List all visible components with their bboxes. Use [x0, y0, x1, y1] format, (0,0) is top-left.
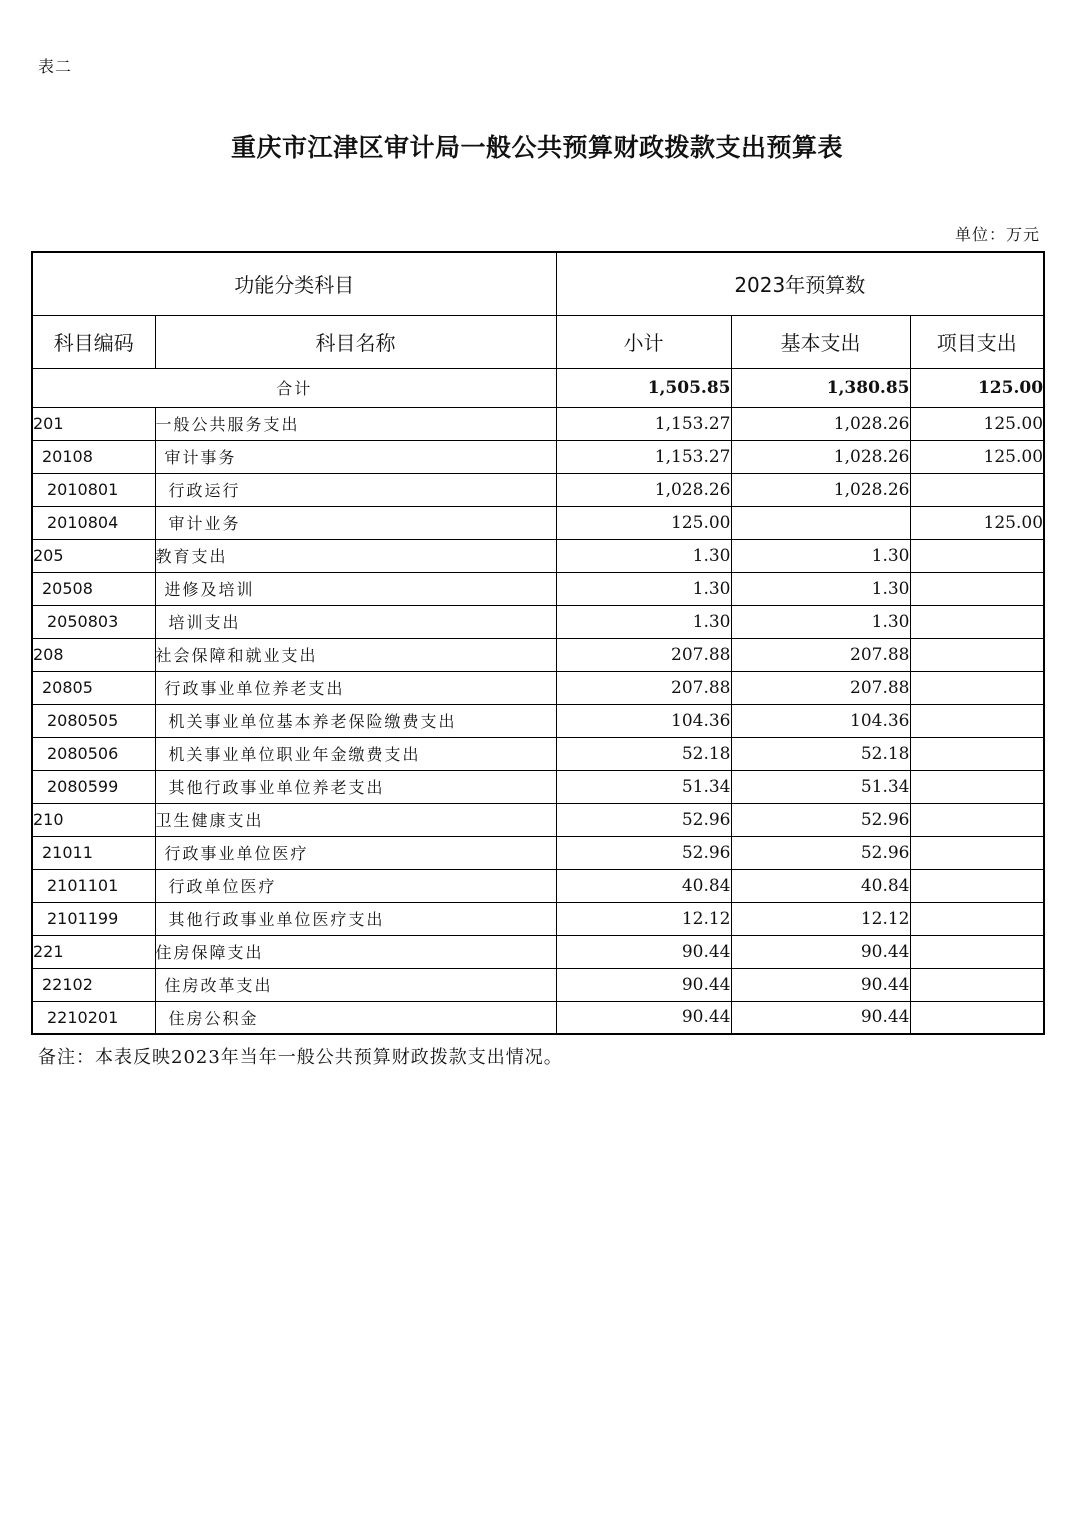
row-basic: 1.30 — [731, 572, 910, 605]
table-row — [32, 407, 1044, 440]
row-code: 2080599 — [32, 770, 155, 803]
row-name: 审计事务 — [155, 440, 556, 473]
row-basic: 40.84 — [731, 869, 910, 902]
row-name: 行政单位医疗 — [155, 869, 556, 902]
total-row — [32, 368, 1044, 407]
row-subtotal: 40.84 — [556, 869, 731, 902]
row-project: 125.00 — [910, 440, 1044, 473]
table-number-label: 表二 — [38, 57, 73, 76]
row-code: 208 — [32, 638, 155, 671]
row-subtotal: 1.30 — [556, 605, 731, 638]
row-name: 培训支出 — [155, 605, 556, 638]
group-header-row — [32, 252, 1044, 315]
code-column-header: 科目编码 — [32, 315, 155, 368]
table-row — [32, 737, 1044, 770]
row-code: 2101199 — [32, 902, 155, 935]
row-project — [910, 704, 1044, 737]
table-row — [32, 869, 1044, 902]
row-code: 2101101 — [32, 869, 155, 902]
row-subtotal: 90.44 — [556, 935, 731, 968]
row-code: 20508 — [32, 572, 155, 605]
table-row — [32, 539, 1044, 572]
table-row — [32, 671, 1044, 704]
project-column-header: 项目支出 — [910, 315, 1044, 368]
row-subtotal: 1,153.27 — [556, 407, 731, 440]
row-basic: 52.18 — [731, 737, 910, 770]
row-project — [910, 572, 1044, 605]
row-subtotal: 207.88 — [556, 671, 731, 704]
table-row — [32, 440, 1044, 473]
row-basic: 207.88 — [731, 638, 910, 671]
table-row — [32, 836, 1044, 869]
row-subtotal: 51.34 — [556, 770, 731, 803]
row-project — [910, 638, 1044, 671]
row-project — [910, 902, 1044, 935]
row-project: 125.00 — [910, 407, 1044, 440]
row-name: 其他行政事业单位医疗支出 — [155, 902, 556, 935]
total-subtotal: 1,505.85 — [556, 368, 731, 407]
row-basic: 90.44 — [731, 1001, 910, 1034]
row-basic: 1,028.26 — [731, 473, 910, 506]
row-name: 住房公积金 — [155, 1001, 556, 1034]
table-row — [32, 506, 1044, 539]
name-column-header: 科目名称 — [155, 315, 556, 368]
row-basic: 52.96 — [731, 803, 910, 836]
row-basic: 1.30 — [731, 605, 910, 638]
row-project — [910, 869, 1044, 902]
table-row — [32, 770, 1044, 803]
row-name: 教育支出 — [155, 539, 556, 572]
row-project — [910, 836, 1044, 869]
row-project — [910, 770, 1044, 803]
row-basic: 1.30 — [731, 539, 910, 572]
table-row — [32, 902, 1044, 935]
row-basic: 12.12 — [731, 902, 910, 935]
row-subtotal: 52.96 — [556, 803, 731, 836]
row-basic: 1,028.26 — [731, 440, 910, 473]
row-basic: 207.88 — [731, 671, 910, 704]
row-subtotal: 1,153.27 — [556, 440, 731, 473]
total-basic: 1,380.85 — [731, 368, 910, 407]
row-subtotal: 90.44 — [556, 1001, 731, 1034]
table-row — [32, 1001, 1044, 1034]
table-row — [32, 572, 1044, 605]
footnote: 备注：本表反映2023年当年一般公共预算财政拨款支出情况。 — [38, 1047, 563, 1068]
row-subtotal: 1.30 — [556, 539, 731, 572]
row-basic — [731, 506, 910, 539]
row-code: 20805 — [32, 671, 155, 704]
row-project — [910, 1001, 1044, 1034]
table-row — [32, 704, 1044, 737]
row-name: 住房改革支出 — [155, 968, 556, 1001]
page-title: 重庆市江津区审计局一般公共预算财政拨款支出预算表 — [230, 133, 843, 162]
row-subtotal: 104.36 — [556, 704, 731, 737]
row-subtotal: 1.30 — [556, 572, 731, 605]
table-row — [32, 605, 1044, 638]
row-subtotal: 1,028.26 — [556, 473, 731, 506]
budget-table — [31, 251, 1045, 1035]
row-code: 205 — [32, 539, 155, 572]
row-basic: 51.34 — [731, 770, 910, 803]
row-name: 一般公共服务支出 — [155, 407, 556, 440]
row-project — [910, 737, 1044, 770]
row-name: 机关事业单位职业年金缴费支出 — [155, 737, 556, 770]
row-code: 20108 — [32, 440, 155, 473]
total-label: 合计 — [32, 368, 556, 407]
table-row — [32, 968, 1044, 1001]
row-basic: 104.36 — [731, 704, 910, 737]
row-code: 2050803 — [32, 605, 155, 638]
row-project — [910, 935, 1044, 968]
table-row — [32, 473, 1044, 506]
table-row — [32, 803, 1044, 836]
row-name: 社会保障和就业支出 — [155, 638, 556, 671]
row-name: 机关事业单位基本养老保险缴费支出 — [155, 704, 556, 737]
row-project — [910, 968, 1044, 1001]
row-code: 201 — [32, 407, 155, 440]
row-code: 2080505 — [32, 704, 155, 737]
table-row — [32, 638, 1044, 671]
basic-column-header: 基本支出 — [731, 315, 910, 368]
row-subtotal: 207.88 — [556, 638, 731, 671]
row-code: 221 — [32, 935, 155, 968]
row-basic: 1,028.26 — [731, 407, 910, 440]
row-name: 审计业务 — [155, 506, 556, 539]
row-project — [910, 671, 1044, 704]
row-project — [910, 803, 1044, 836]
row-subtotal: 52.18 — [556, 737, 731, 770]
row-subtotal: 12.12 — [556, 902, 731, 935]
row-name: 住房保障支出 — [155, 935, 556, 968]
row-code: 210 — [32, 803, 155, 836]
row-basic: 90.44 — [731, 968, 910, 1001]
row-basic: 52.96 — [731, 836, 910, 869]
row-name: 行政事业单位医疗 — [155, 836, 556, 869]
row-basic: 90.44 — [731, 935, 910, 968]
row-project: 125.00 — [910, 506, 1044, 539]
row-subtotal: 90.44 — [556, 968, 731, 1001]
row-name: 进修及培训 — [155, 572, 556, 605]
category-group-header: 功能分类科目 — [32, 252, 556, 315]
row-subtotal: 52.96 — [556, 836, 731, 869]
row-name: 行政运行 — [155, 473, 556, 506]
row-code: 22102 — [32, 968, 155, 1001]
row-project — [910, 539, 1044, 572]
budget-group-header: 2023年预算数 — [556, 252, 1044, 315]
row-subtotal: 125.00 — [556, 506, 731, 539]
row-code: 2080506 — [32, 737, 155, 770]
row-code: 21011 — [32, 836, 155, 869]
column-header-row — [32, 315, 1044, 368]
row-name: 其他行政事业单位养老支出 — [155, 770, 556, 803]
unit-label: 单位：万元 — [954, 225, 1040, 244]
row-code: 2010801 — [32, 473, 155, 506]
table-row — [32, 935, 1044, 968]
subtotal-column-header: 小计 — [556, 315, 731, 368]
row-name: 卫生健康支出 — [155, 803, 556, 836]
row-name: 行政事业单位养老支出 — [155, 671, 556, 704]
row-code: 2010804 — [32, 506, 155, 539]
row-project — [910, 605, 1044, 638]
row-code: 2210201 — [32, 1001, 155, 1034]
row-project — [910, 473, 1044, 506]
total-project: 125.00 — [910, 368, 1044, 407]
